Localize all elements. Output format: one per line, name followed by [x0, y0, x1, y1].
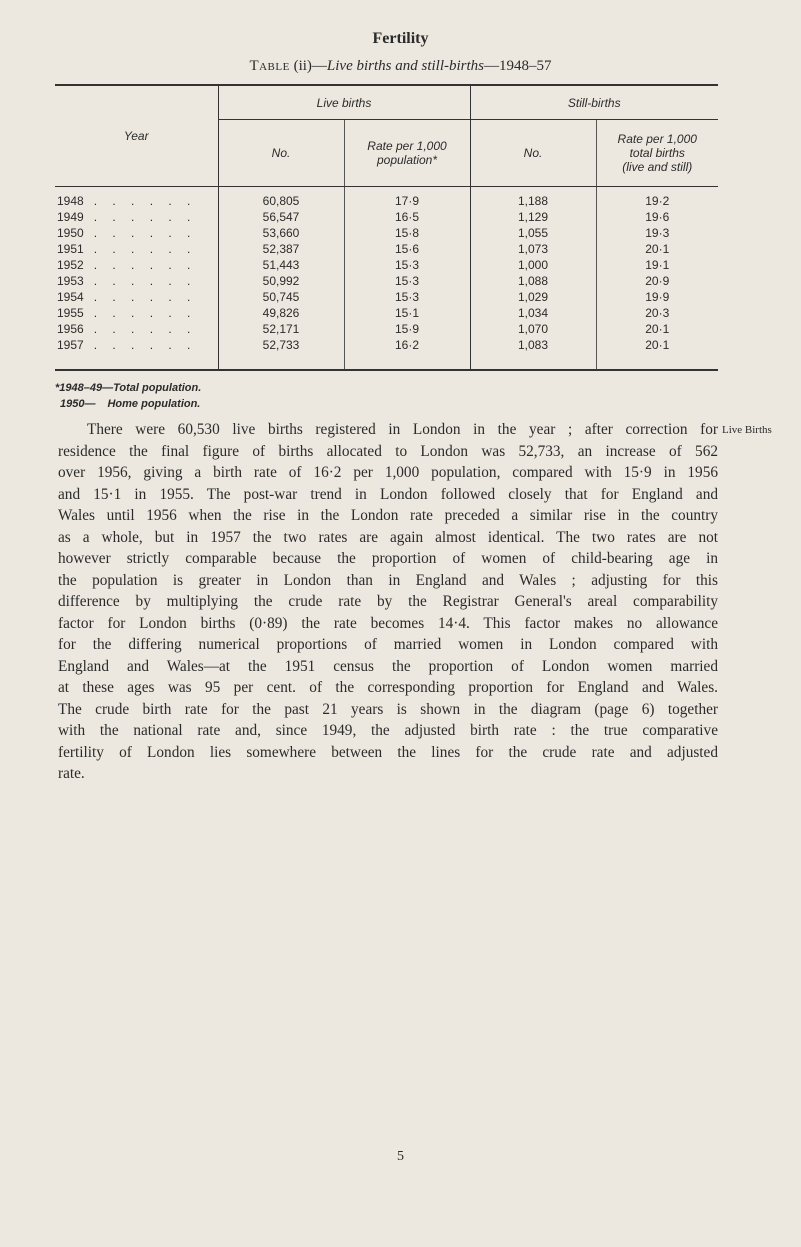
table-row	[55, 305, 718, 321]
table-caption-number: (ii)	[293, 58, 312, 74]
paragraph-line: Wales until 1956 when the rise in the London rate preceded a similar rise in the country	[58, 507, 718, 524]
row-year-label: 1950	[57, 226, 84, 240]
header-still-births-no: No.	[470, 120, 596, 187]
row-live-births-rate: 15·3	[344, 273, 470, 289]
row-year-label: 1956	[57, 322, 84, 336]
row-leader-dots: . . . . . .	[93, 226, 197, 240]
row-still-births-rate: 19·6	[596, 209, 718, 225]
row-still-births-no: 1,029	[470, 289, 596, 305]
paragraph-line: The crude birth rate for the past 21 years is shown in the diagram (page 6) together	[58, 700, 718, 718]
row-still-births-rate: 20·1	[596, 241, 718, 257]
row-year-label: 1951	[57, 242, 84, 256]
row-year-label: 1948	[57, 194, 84, 208]
table-row	[55, 257, 718, 273]
margin-note-live-births: Live Births	[722, 424, 772, 436]
paragraph-line: factor for London births (0·89) the rate becomes 14·4. This factor makes no allowance	[58, 614, 718, 632]
paragraph-line: fertility of London lies somewhere between the lines for the crude rate and adjusted	[58, 743, 718, 761]
row-year-label: 1953	[57, 274, 84, 288]
header-live-births-no: No.	[218, 120, 344, 187]
row-live-births-rate: 15·9	[344, 321, 470, 337]
row-still-births-rate: 20·1	[596, 321, 718, 337]
header-live-births: Live births	[218, 85, 470, 120]
row-year	[55, 225, 218, 241]
paragraph-line: There were 60,530 live births registered in London in the year ; after correction for	[87, 421, 718, 438]
row-still-births-rate: 19·3	[596, 225, 718, 241]
row-year-label: 1949	[57, 210, 84, 224]
row-live-births-rate: 15·8	[344, 225, 470, 241]
header-live-births-rate	[344, 120, 470, 187]
paragraph-line: and 15·1 in 1955. The post-war trend in London followed closely that for England and	[58, 485, 718, 503]
table-caption-title: Live births and still-births	[326, 58, 485, 74]
header-year: Year	[55, 85, 218, 187]
row-live-births-rate: 15·3	[344, 289, 470, 305]
row-live-births-rate: 17·9	[344, 187, 470, 210]
paragraph-line: however strictly comparable because the proportion of women of child-bearing age in	[58, 550, 718, 567]
paragraph-line: England and Wales—at the 1951 census the proportion of London women married	[58, 657, 718, 675]
row-leader-dots: . . . . . .	[93, 322, 197, 336]
paragraph-line: the population is greater in London than in England and Wales ; adjusting for this	[58, 571, 718, 589]
header-still-births-rate-line3: (live and still)	[622, 160, 693, 174]
table-row	[55, 337, 718, 353]
row-live-births-rate: 16·2	[344, 337, 470, 353]
row-leader-dots: . . . . . .	[93, 306, 197, 320]
row-year-label: 1957	[57, 338, 84, 352]
row-leader-dots: . . . . . .	[93, 290, 197, 304]
row-still-births-rate: 20·9	[596, 273, 718, 289]
paragraph-line: over 1956, giving a birth rate of 16·2 per 1,000 population, compared with 15·9 in 1956	[58, 464, 718, 481]
table-row	[55, 241, 718, 257]
row-live-births-no: 52,733	[218, 337, 344, 353]
table-row	[55, 321, 718, 337]
header-still-births: Still-births	[470, 85, 718, 120]
row-leader-dots: . . . . . .	[93, 258, 197, 272]
row-live-births-no: 52,171	[218, 321, 344, 337]
paragraph-line: with the national rate and, since 1949, the adjusted birth rate : the true comparative	[58, 722, 718, 739]
table-row	[55, 289, 718, 305]
row-still-births-no: 1,129	[470, 209, 596, 225]
table-row	[55, 209, 718, 225]
footnote-home-population-year: 1950—	[60, 398, 96, 410]
row-live-births-no: 51,443	[218, 257, 344, 273]
row-leader-dots: . . . . . .	[93, 242, 197, 256]
footnote-home-population-text: Home population.	[107, 398, 201, 410]
table-caption-years: —1948–57	[484, 58, 552, 74]
row-year	[55, 321, 218, 337]
table-row	[55, 273, 718, 289]
row-leader-dots: . . . . . .	[93, 338, 197, 352]
row-live-births-rate: 15·3	[344, 257, 470, 273]
row-still-births-rate: 20·3	[596, 305, 718, 321]
row-still-births-no: 1,073	[470, 241, 596, 257]
row-still-births-no: 1,088	[470, 273, 596, 289]
table-spacer-cell	[218, 353, 344, 370]
header-still-births-rate	[596, 120, 718, 187]
row-still-births-no: 1,055	[470, 225, 596, 241]
row-still-births-no: 1,070	[470, 321, 596, 337]
table-spacer-row	[55, 353, 718, 370]
row-still-births-rate: 19·2	[596, 187, 718, 210]
row-live-births-no: 56,547	[218, 209, 344, 225]
row-year	[55, 305, 218, 321]
row-still-births-no: 1,188	[470, 187, 596, 210]
header-still-births-rate-line2: total births	[629, 146, 685, 160]
row-still-births-rate: 19·9	[596, 289, 718, 305]
row-year	[55, 337, 218, 353]
row-still-births-rate: 20·1	[596, 337, 718, 353]
header-still-births-rate-line1: Rate per 1,000	[617, 132, 697, 146]
table-spacer-cell	[470, 353, 596, 370]
row-year-label: 1954	[57, 290, 84, 304]
paragraph-line: at these ages was 95 per cent. of the corresponding proportion for England and Wales.	[58, 679, 718, 696]
row-still-births-no: 1,083	[470, 337, 596, 353]
row-leader-dots: . . . . . .	[93, 194, 197, 208]
row-leader-dots: . . . . . .	[93, 274, 197, 288]
row-still-births-no: 1,000	[470, 257, 596, 273]
table-caption	[0, 58, 801, 75]
row-live-births-no: 52,387	[218, 241, 344, 257]
row-live-births-no: 49,826	[218, 305, 344, 321]
row-live-births-rate: 16·5	[344, 209, 470, 225]
table-caption-dash: —	[311, 58, 327, 74]
header-live-births-rate-text: Rate per 1,000 population*	[367, 139, 447, 167]
births-table	[55, 84, 718, 371]
table-caption-prefix: Table	[249, 58, 290, 74]
row-live-births-no: 53,660	[218, 225, 344, 241]
page-number: 5	[397, 1149, 404, 1164]
row-still-births-rate: 19·1	[596, 257, 718, 273]
row-leader-dots: . . . . . .	[93, 210, 197, 224]
table-row	[55, 225, 718, 241]
row-year	[55, 273, 218, 289]
footnote-home-population	[60, 398, 200, 410]
row-live-births-no: 50,992	[218, 273, 344, 289]
row-year	[55, 241, 218, 257]
paragraph-line: residence the final figure of births allocated to London was 52,733, an increase of 562	[58, 442, 718, 460]
paragraph-line: difference by multiplying the crude rate by the Registrar General's areal comparability	[58, 593, 718, 610]
row-live-births-rate: 15·6	[344, 241, 470, 257]
row-year-label: 1952	[57, 258, 84, 272]
table-spacer-cell	[344, 353, 470, 370]
row-year	[55, 209, 218, 225]
row-live-births-no: 50,745	[218, 289, 344, 305]
row-year	[55, 289, 218, 305]
body-paragraph	[58, 419, 718, 785]
row-still-births-no: 1,034	[470, 305, 596, 321]
paragraph-line: for the differing numerical proportions of married women in London compared with	[58, 636, 718, 653]
paragraph-line: rate.	[58, 765, 85, 782]
row-live-births-no: 60,805	[218, 187, 344, 210]
row-year	[55, 257, 218, 273]
page-heading: Fertility	[372, 30, 429, 47]
table-spacer-cell	[55, 353, 218, 370]
row-year-label: 1955	[57, 306, 84, 320]
table-row	[55, 187, 718, 210]
row-live-births-rate: 15·1	[344, 305, 470, 321]
footnote-total-population: *1948–49—Total population.	[55, 382, 202, 394]
births-table-body	[55, 187, 718, 371]
paragraph-line: as a whole, but in 1957 the two rates are again almost identical. The two rates are not	[58, 528, 718, 546]
row-year	[55, 187, 218, 210]
table-spacer-cell	[596, 353, 718, 370]
